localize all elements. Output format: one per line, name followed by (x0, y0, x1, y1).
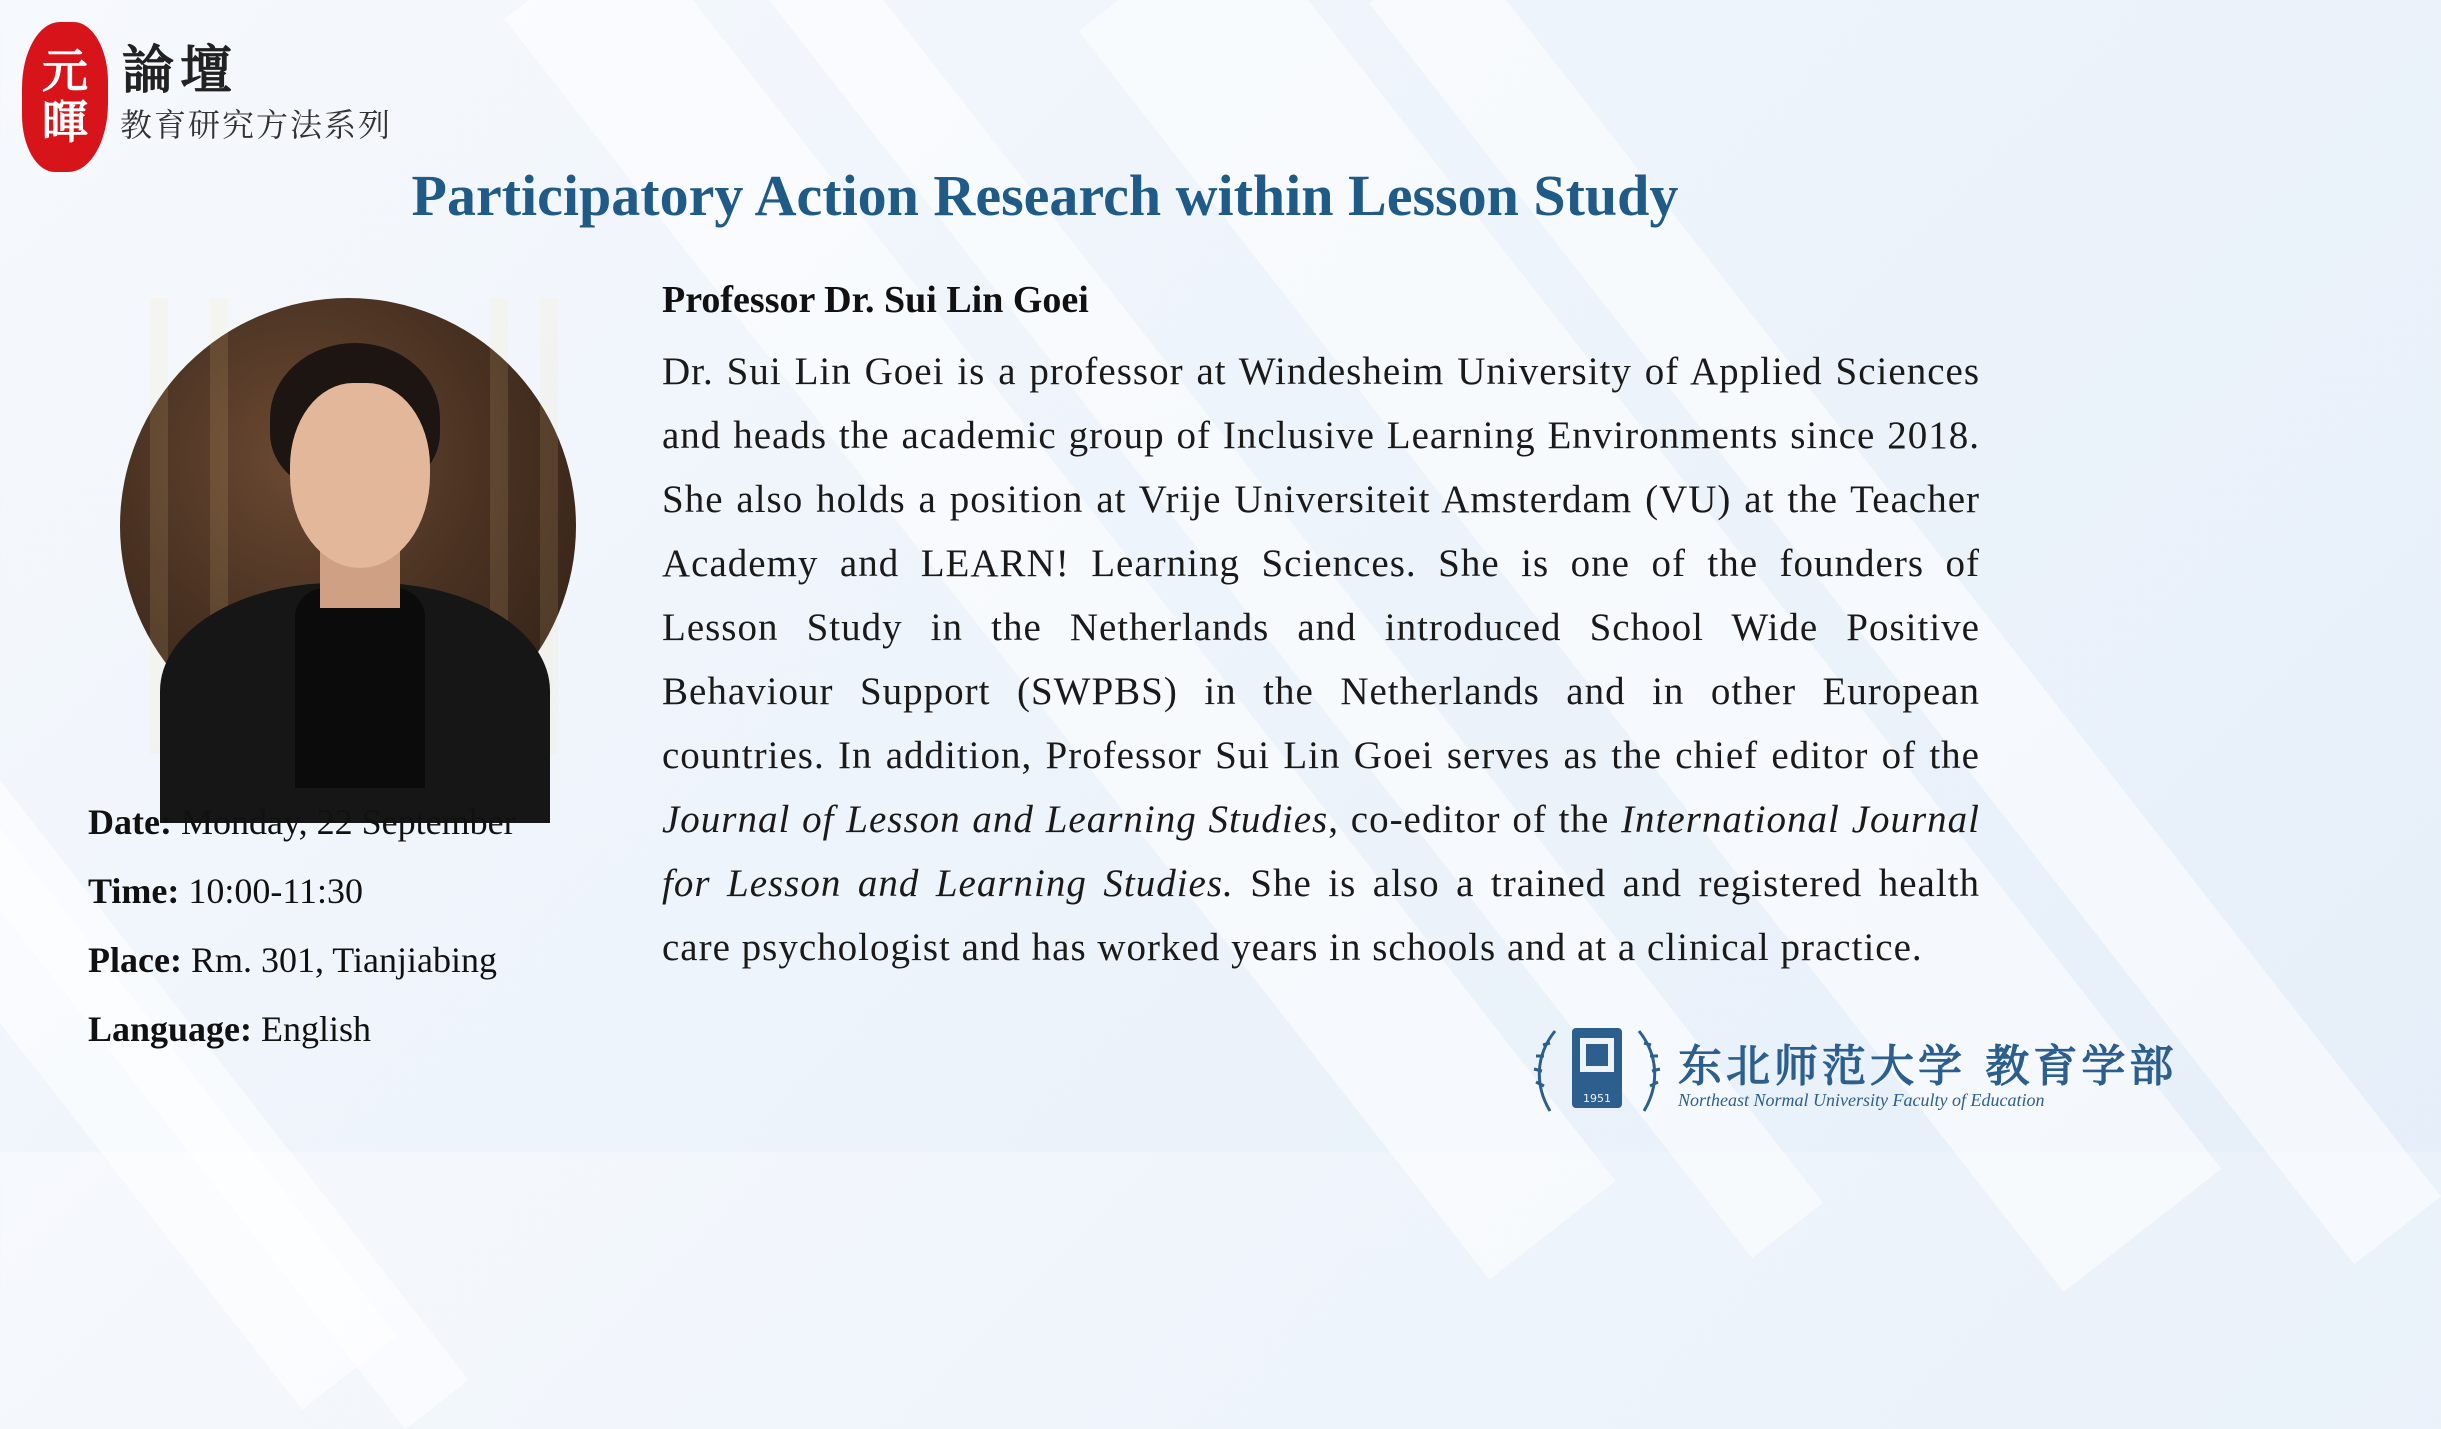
event-time (88, 867, 516, 936)
emblem-year: 1951 (1583, 1092, 1611, 1105)
institution-name-cn: 东北师范大学 教育学部 (1678, 1041, 2178, 1092)
time-label: Time: (88, 871, 180, 911)
event-language (88, 1005, 516, 1074)
bio-text-1: Dr. Sui Lin Goei is a professor at Windesheim University of Applied Sciences and heads the academic group of Inclusive Learning Environments since 2018. She also holds a position at Vrije Universiteit Amsterdam (VU) at the Teacher Academy and LEARN! Learning Sciences. She is one of the founders of Lesson Study in the Netherlands and introduced School Wide Positive Behaviour Support (SWPBS) in the Netherlands and in other European countries. In addition, Professor Sui Lin Goei serves as the chief editor of the (662, 350, 1980, 777)
seal-logo (22, 22, 108, 172)
place-value: Rm. 301, Tianjiabing (181, 940, 497, 980)
bio-text-3: She is also a trained and registered health care psychologist and has worked years in schools and at a clinical practice. (662, 862, 1980, 969)
date-label: Date: (88, 802, 172, 842)
event-place (88, 936, 516, 1005)
date-value: Monday, 22 September (171, 802, 516, 842)
speaker-photo (120, 298, 576, 754)
speaker-bio (662, 340, 1980, 980)
university-emblem-icon (1530, 1016, 1664, 1128)
series-subtitle: 教育研究方法系列 (120, 106, 393, 144)
event-details (88, 798, 516, 1074)
language-label: Language: (88, 1009, 253, 1049)
institution-name-en: Northeast Normal University Faculty of Education (1678, 1090, 2045, 1110)
time-value: 10:00-11:30 (179, 871, 363, 911)
seal-char-1: 元 (42, 44, 88, 99)
bio-journal-2: International Journal for Lesson and Learning Studies. (662, 798, 1981, 905)
language-value: English (252, 1009, 372, 1049)
place-label: Place: (88, 940, 182, 980)
bio-journal-1: Journal of Lesson and Learning Studies (662, 798, 1329, 841)
speaker-name: Professor Dr. Sui Lin Goei (662, 279, 1089, 321)
page-title: Participatory Action Research within Lesson Study (411, 163, 1679, 228)
bio-text-2: , co-editor of the (1328, 798, 1622, 841)
event-date (88, 798, 516, 867)
series-title: 論壇 (122, 40, 239, 101)
seal-char-2: 暉 (42, 95, 88, 149)
